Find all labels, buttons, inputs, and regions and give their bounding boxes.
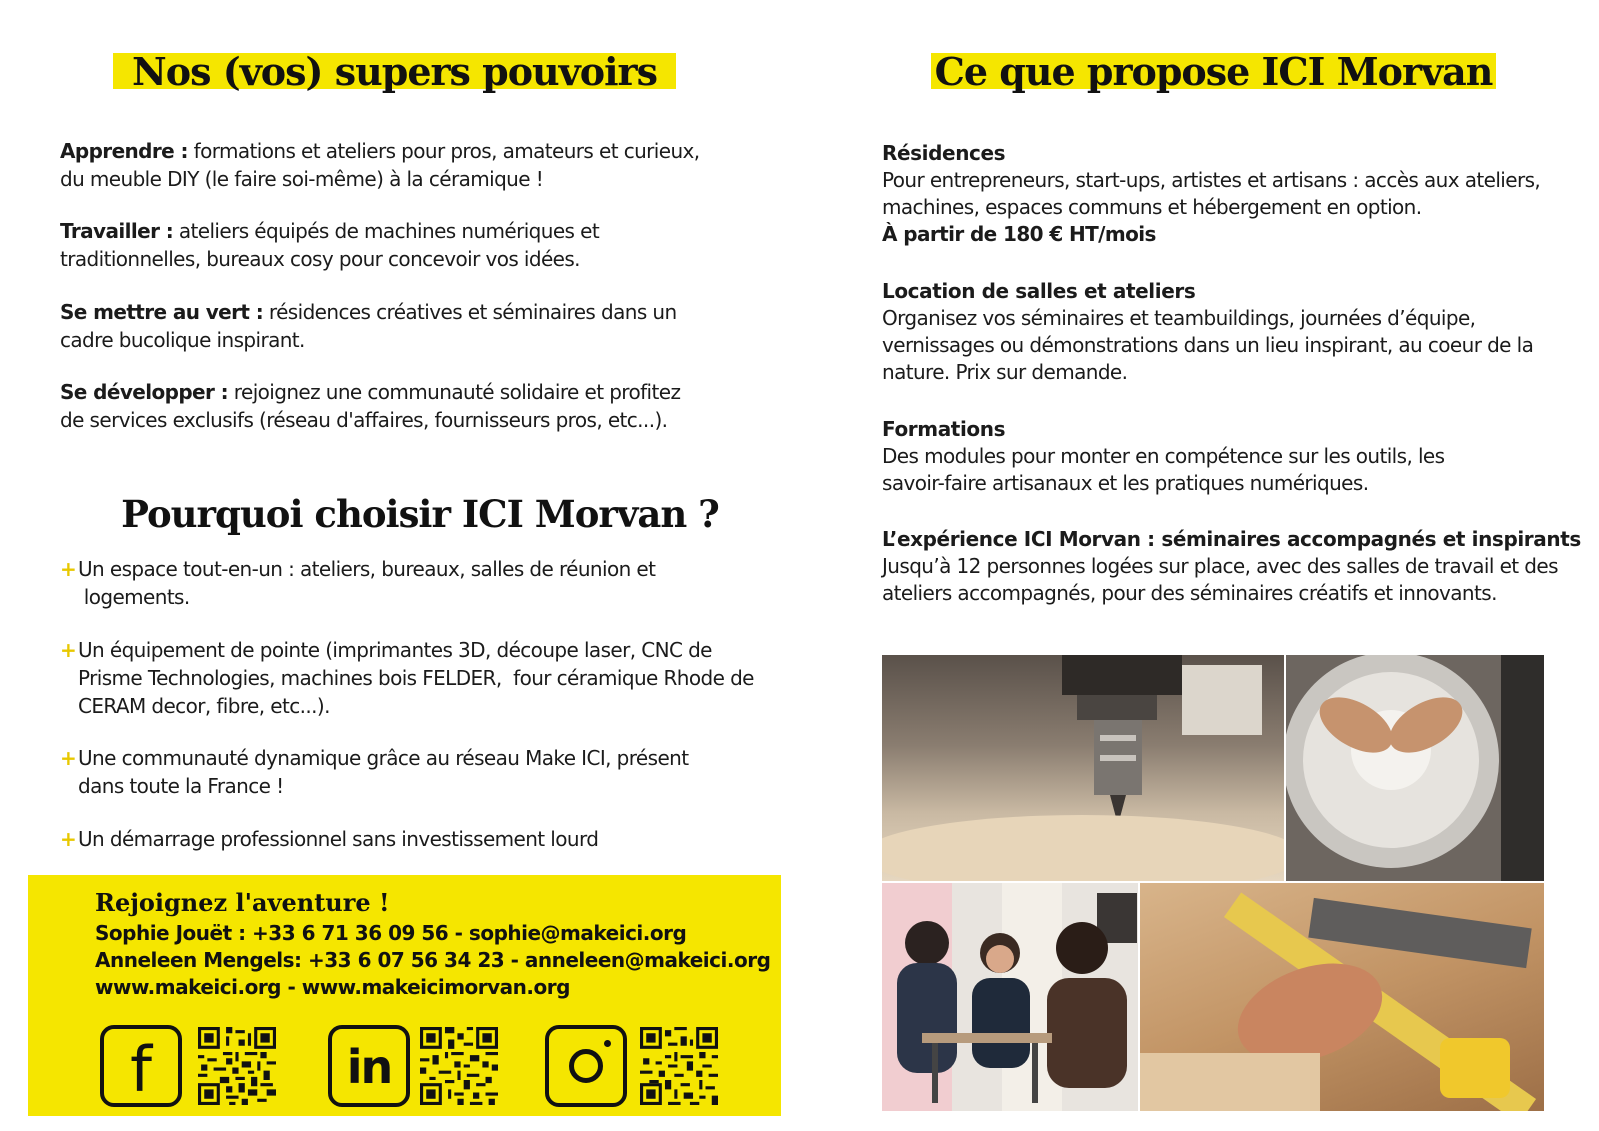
bullet-item xyxy=(60,636,780,720)
power-label: Apprendre : xyxy=(60,139,188,163)
plus-icon: + xyxy=(60,746,77,770)
bullet-line: Un équipement de pointe (imprimantes 3D, découpe laser, CNC de xyxy=(78,638,712,662)
offer-text-formations xyxy=(882,443,1572,497)
facebook-glyph: f xyxy=(130,1033,152,1106)
power-text-cont: du meuble DIY (le faire soi-même) à la céramique ! xyxy=(60,167,544,191)
contact-title: Rejoignez l'aventure ! xyxy=(95,888,390,917)
linkedin-glyph: in xyxy=(346,1040,392,1094)
offer-line: Organisez vos séminaires et teambuildings, journées d’équipe, xyxy=(882,306,1476,330)
offer-line: Jusqu’à 12 personnes logées sur place, avec des salles de travail et des xyxy=(882,554,1558,578)
plus-icon: + xyxy=(60,557,77,581)
title-pourquoi-choisir: Pourquoi choisir ICI Morvan ? xyxy=(121,492,719,536)
offer-line: vernissages ou démonstrations dans un lieu inspirant, au coeur de la xyxy=(882,333,1534,357)
power-text-cont: traditionnelles, bureaux cosy pour concevoir vos idées. xyxy=(60,247,580,271)
contact-anneleen[interactable]: Anneleen Mengels: +33 6 07 56 34 23 - anneleen@makeici.org xyxy=(95,948,771,972)
power-se-developper xyxy=(60,378,680,434)
power-label: Se mettre au vert : xyxy=(60,300,264,324)
linkedin-icon[interactable] xyxy=(328,1025,410,1107)
bullet-line: logements. xyxy=(78,585,190,609)
power-text-cont: cadre bucolique inspirant. xyxy=(60,328,305,352)
plus-icon: + xyxy=(60,638,77,662)
bullet-item xyxy=(60,744,780,800)
bullet-line: CERAM decor, fibre, etc...). xyxy=(78,694,330,718)
title-super-pouvoirs-text: Nos (vos) supers pouvoirs xyxy=(132,49,657,94)
offer-text-location xyxy=(882,305,1572,386)
offer-line: Pour entrepreneurs, start-ups, artistes et artisans : accès aux ateliers, xyxy=(882,168,1541,192)
offer-text-residences xyxy=(882,167,1572,248)
bullet-item xyxy=(60,825,780,853)
offer-line: machines, espaces communs et hébergement en option. xyxy=(882,195,1422,219)
photo-woodworking xyxy=(1140,883,1544,1111)
facebook-icon[interactable] xyxy=(100,1025,182,1107)
qr-code-linkedin xyxy=(420,1025,498,1107)
instagram-icon[interactable] xyxy=(545,1025,627,1107)
offer-line: ateliers accompagnés, pour des séminaires créatifs et innovants. xyxy=(882,581,1497,605)
bullet-line: dans toute la France ! xyxy=(78,774,284,798)
offer-heading-experience: L’expérience ICI Morvan : séminaires accompagnés et inspirants xyxy=(882,527,1581,551)
power-text-cont: de services exclusifs (réseau d'affaires, fournisseurs pros, etc...). xyxy=(60,408,668,432)
power-text: ateliers équipés de machines numériques et xyxy=(173,219,600,243)
qr-code-facebook xyxy=(198,1025,276,1107)
power-se-mettre-au-vert xyxy=(60,298,677,354)
photo-cnc-machine xyxy=(882,655,1284,881)
offer-price: À partir de 180 € HT/mois xyxy=(882,222,1156,246)
bullet-line: Prisme Technologies, machines bois FELDER, four céramique Rhode de xyxy=(78,666,754,690)
title-ce-que-propose-text: Ce que propose ICI Morvan xyxy=(934,49,1493,94)
title-ce-que-propose xyxy=(931,49,1496,94)
power-apprendre xyxy=(60,137,700,193)
power-text: formations et ateliers pour pros, amateurs et curieux, xyxy=(187,139,700,163)
offer-line: nature. Prix sur demande. xyxy=(882,360,1128,384)
title-super-pouvoirs xyxy=(113,49,676,94)
bullet-line: Un démarrage professionnel sans investissement lourd xyxy=(78,827,599,851)
photo-people-cafe xyxy=(882,883,1138,1111)
power-label: Se développer : xyxy=(60,380,229,404)
bullet-item xyxy=(60,555,780,611)
offer-heading-location: Location de salles et ateliers xyxy=(882,279,1196,303)
power-text: rejoignez une communauté solidaire et profitez xyxy=(228,380,681,404)
power-travailler xyxy=(60,217,599,273)
contact-sophie[interactable]: Sophie Jouët : +33 6 71 36 09 56 - sophie@makeici.org xyxy=(95,921,687,945)
qr-code-instagram xyxy=(640,1025,718,1107)
photo-pottery-wheel xyxy=(1286,655,1544,881)
contact-websites[interactable]: www.makeici.org - www.makeicimorvan.org xyxy=(95,975,570,999)
power-text: résidences créatives et séminaires dans un xyxy=(263,300,677,324)
offer-text-experience xyxy=(882,553,1572,607)
offer-heading-formations: Formations xyxy=(882,417,1006,441)
plus-icon: + xyxy=(60,827,77,851)
power-label: Travailler : xyxy=(60,219,174,243)
offer-heading-residences: Résidences xyxy=(882,141,1006,165)
bullet-line: Une communauté dynamique grâce au réseau Make ICI, présent xyxy=(78,746,689,770)
offer-line: Des modules pour monter en compétence sur les outils, les xyxy=(882,444,1445,468)
bullet-line: Un espace tout-en-un : ateliers, bureaux, salles de réunion et xyxy=(78,557,656,581)
offer-line: savoir-faire artisanaux et les pratiques numériques. xyxy=(882,471,1369,495)
